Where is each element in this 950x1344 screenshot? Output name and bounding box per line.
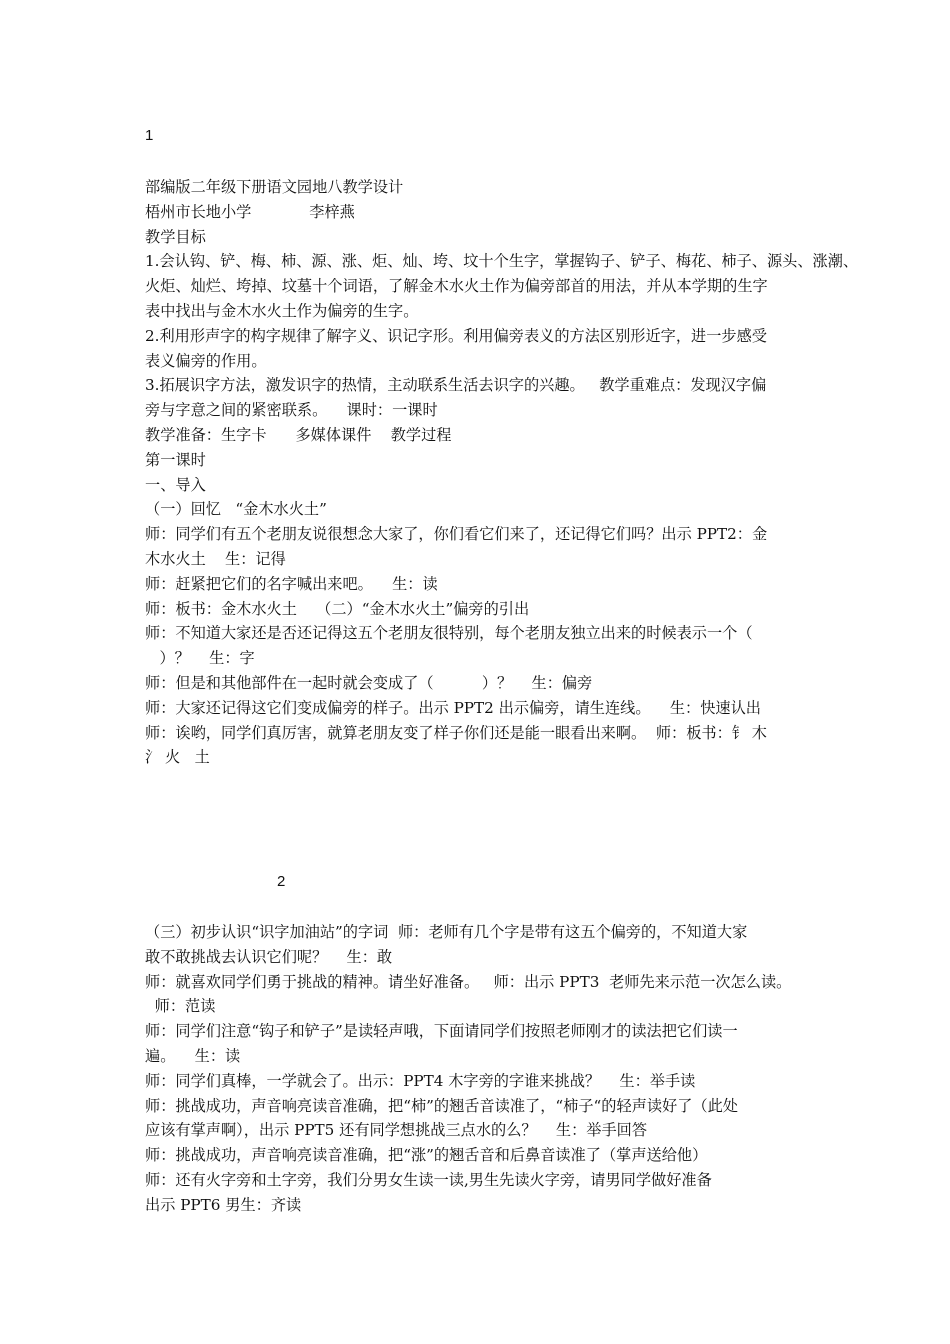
- text-line: 表义偏旁的作用。: [145, 351, 267, 370]
- text-line: 3.拓展识字方法，激发识字的热情，主动联系生活去识字的兴趣。 教学重难点：发现汉字偏: [145, 376, 767, 395]
- text-line: 师：同学们注意“钩子和铲子”是读轻声哦，下面请同学们按照老师刚才的读法把它们读一: [145, 1022, 738, 1041]
- text-line: 师：就喜欢同学们勇于挑战的精神。请坐好准备。 师：出示 PPT3 老师先来示范一次怎么读。: [145, 972, 792, 991]
- text-line: 师：挑战成功，声音响亮读音准确，把“柿”的翘舌音读准了，“柿子“的轻声读好了（此处: [145, 1096, 738, 1115]
- text-line: 师：诶哟，同学们真厉害，就算老朋友变了样子你们还是能一眼看出来啊。 师：板书：钅 木: [145, 723, 767, 742]
- text-line: ）？ 生：字: [145, 649, 255, 668]
- text-line: 遍。 生：读: [145, 1046, 241, 1065]
- text-line: 敢不敢挑战去认识它们呢？ 生：敢: [145, 947, 393, 966]
- section-heading: 一、导入: [145, 475, 206, 494]
- section-heading: 第一课时: [145, 450, 206, 469]
- text-line: 旁与字意之间的紧密联系。 课时：一课时: [145, 401, 438, 420]
- subsection-heading: （三）初步认识“识字加油站”的字词 师：老师有几个字是带有这五个偏旁的，不知道大家: [145, 923, 748, 941]
- text-line: 师：同学们真棒，一学就会了。出示：PPT4 木字旁的字谁来挑战？ 生：举手读: [145, 1071, 696, 1090]
- text-line: 师：同学们有五个老朋友说很想念大家了，你们看它们来了，还记得它们吗？出示 PPT2：金: [145, 525, 768, 544]
- page-number: 2: [277, 873, 286, 890]
- section-heading: 教学目标: [145, 227, 206, 246]
- page-2-body: [145, 920, 821, 1218]
- text-line: 教学准备：生字卡 多媒体课件 教学过程: [145, 425, 452, 444]
- text-line: 师：但是和其他部件在一起时就会变成了（ ）？ 生：偏旁: [145, 673, 593, 692]
- text-line: 应该有掌声啊），出示 PPT5 还有同学想挑战三点水的么？ 生：举手回答: [145, 1121, 648, 1140]
- text-line: 师：范读: [145, 997, 216, 1016]
- text-line: 师：赶紧把它们的名字喊出来吧。 生：读: [145, 574, 438, 593]
- text-line: 师：大家还记得这它们变成偏旁的样子。出示 PPT2 出示偏旁，请生连线。 生：快速认出: [145, 698, 761, 717]
- text-line: 师：还有火字旁和土字旁，我们分男女生读一读,男生先读火字旁，请男同学做好准备: [145, 1170, 712, 1189]
- text-line: 2.利用形声字的构字规律了解字义、识记字形。利用偏旁表义的方法区别形近字，进一步感受: [145, 326, 767, 345]
- text-line: 表中找出与金木水火土作为偏旁的生字。: [145, 301, 419, 320]
- page-number: 1: [145, 127, 154, 144]
- author-line: 梧州市长地小学 李梓燕: [145, 202, 355, 221]
- text-line: 1.会认钩、铲、梅、柿、源、涨、炬、灿、垮、坟十个生字，掌握钩子、铲子、梅花、柿子、源头、涨潮、: [145, 252, 859, 271]
- text-line: 师：挑战成功，声音响亮读音准确，把“涨”的翘舌音和后鼻音读准了（掌声送给他）: [145, 1146, 708, 1165]
- text-line: 出示 PPT6 男生：齐读: [145, 1195, 302, 1214]
- text-line: 师：板书：金木水火土 （二）“金木水火土”偏旁的引出: [145, 599, 530, 618]
- text-line: 木水火土 生：记得: [145, 549, 286, 568]
- text-line: 氵 火 土: [145, 748, 210, 767]
- subsection-heading: （一）回忆 “金木水火土”: [145, 500, 327, 519]
- doc-title: 部编版二年级下册语文园地八教学设计: [145, 178, 404, 196]
- text-line: 火炬、灿烂、垮掉、坟墓十个词语，了解金木水火土作为偏旁部首的用法，并从本学期的生字: [145, 277, 768, 296]
- text-line: 师：不知道大家还是否还记得这五个老朋友很特别，每个老朋友独立出来的时候表示一个（: [145, 624, 753, 643]
- page-1-body: [145, 175, 859, 770]
